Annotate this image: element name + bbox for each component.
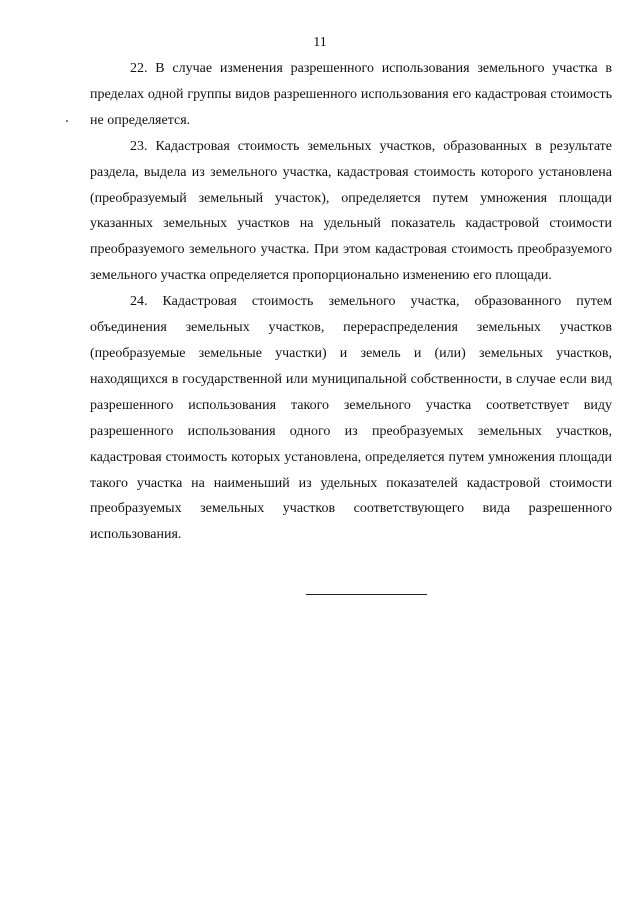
paragraph-24: 24. Кадастровая стоимость земельного участка, образованного путем объединения земельных участков, перераспределения земельных участков (преобразуемые земельные участки) и земель и (или) земельных участков, находящихся в государственной или муниципальной собственности, в случае если вид разрешенного использования такого земельного участка соответствует виду разрешенного использования одного из преобразуемых земельных участков, кадастровая стоимость которых установлена, определяется путем умножения площади такого участка на наименьший из удельных показателей кадастровой стоимости преобразуемых земельных участков соответствующего вида разрешенного использования. (90, 294, 612, 543)
paragraph-23: 23. Кадастровая стоимость земельных участков, образованных в результате раздела, выдела из земельного участка, кадастровая стоимость которого установлена (преобразуемый земельный участок), определяется путем умножения площади указанных земельных участков на удельный показатель кадастровой стоимости преобразуемого земельного участка. При этом кадастровая стоимость преобразуемого земельного участка определяется пропорционально изменению его площади. (90, 138, 612, 284)
document-body (90, 56, 612, 548)
scan-speck (66, 120, 68, 122)
paragraph-22: 22. В случае изменения разрешенного использования земельного участка в пределах одной группы видов разрешенного использования его кадастровая стоимость не определяется. (90, 61, 612, 128)
end-separator-line (306, 594, 427, 595)
page-number: 11 (313, 35, 327, 50)
